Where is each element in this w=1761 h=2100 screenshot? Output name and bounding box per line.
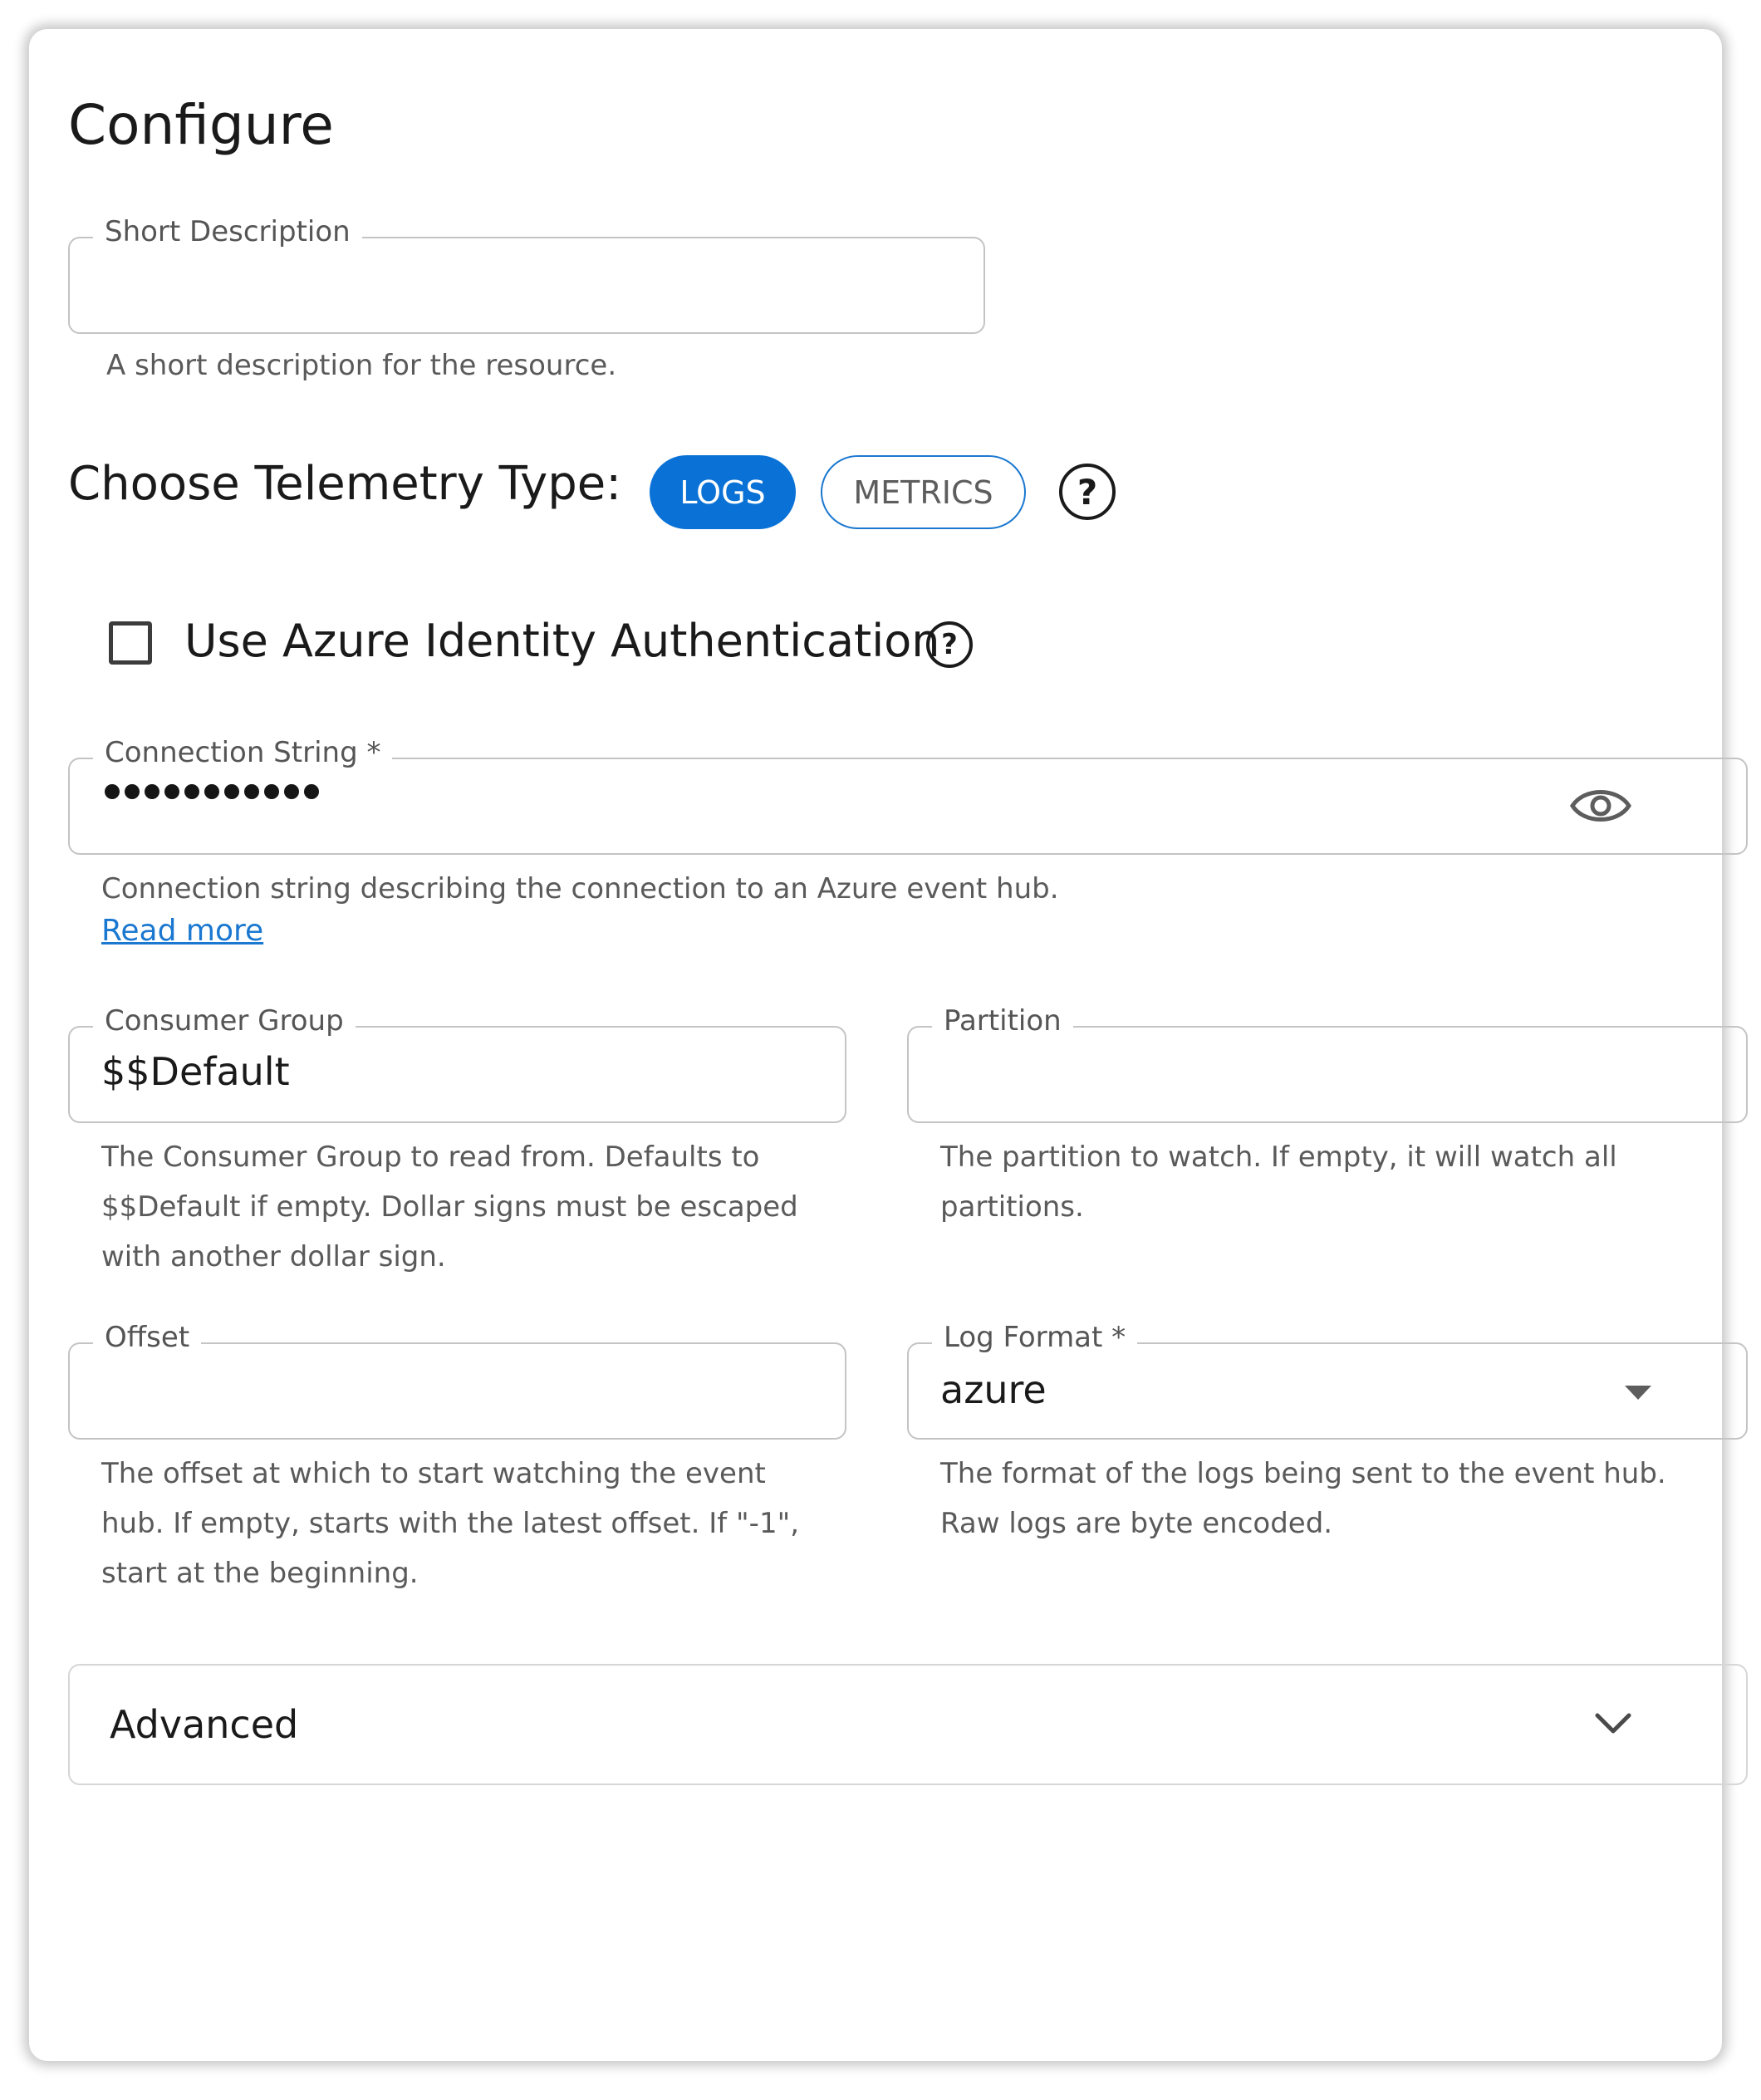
short-description-label: Short Description: [93, 213, 362, 250]
connection-string-label: Connection String *: [93, 734, 392, 771]
chevron-down-icon[interactable]: [1595, 1712, 1631, 1735]
advanced-accordion[interactable]: [68, 1664, 1748, 1785]
advanced-label: Advanced: [110, 1702, 299, 1747]
log-format-label: Log Format *: [932, 1319, 1137, 1356]
caret-down-icon[interactable]: [1625, 1386, 1651, 1401]
azure-identity-help-icon[interactable]: ?: [926, 621, 973, 668]
page-title: Configure: [68, 93, 334, 157]
eye-icon[interactable]: [1569, 781, 1632, 831]
consumer-group-value: $$Default: [101, 1049, 290, 1094]
partition-field[interactable]: [907, 1004, 1748, 1123]
short-description-field[interactable]: [68, 215, 985, 334]
log-format-helper: The format of the logs being sent to the event hub. Raw logs are byte encoded.: [940, 1457, 1666, 1540]
partition-label: Partition: [932, 1003, 1073, 1039]
log-format-value: azure: [940, 1367, 1047, 1412]
connection-string-helper: Connection string describing the connection to an Azure event hub.: [101, 872, 1059, 905]
consumer-group-helper: The Consumer Group to read from. Defaults to $$Default if empty. Dollar signs must be escaped with another dollar sign.: [101, 1141, 798, 1273]
offset-helper: The offset at which to start watching the event hub. If empty, starts with the latest offset. If "-1", start at the beginning.: [101, 1457, 800, 1590]
telemetry-help-icon[interactable]: ?: [1059, 464, 1116, 520]
azure-identity-label: Use Azure Identity Authentication: [184, 615, 940, 667]
connection-string-field[interactable]: [68, 736, 1748, 855]
consumer-group-field[interactable]: [68, 1004, 846, 1123]
telemetry-type-label: Choose Telemetry Type:: [68, 457, 622, 511]
logs-toggle-button[interactable]: LOGS: [650, 455, 796, 529]
connection-string-masked-value: [105, 784, 319, 799]
metrics-toggle-button[interactable]: METRICS: [821, 455, 1026, 529]
partition-helper: The partition to watch. If empty, it will watch all partitions.: [940, 1141, 1617, 1224]
offset-label: Offset: [93, 1319, 201, 1356]
consumer-group-label: Consumer Group: [93, 1003, 356, 1039]
log-format-select[interactable]: [907, 1321, 1748, 1440]
read-more-link[interactable]: Read more: [101, 914, 264, 948]
offset-field[interactable]: [68, 1321, 846, 1440]
short-description-helper: A short description for the resource.: [106, 349, 617, 382]
azure-identity-checkbox[interactable]: [109, 621, 152, 665]
